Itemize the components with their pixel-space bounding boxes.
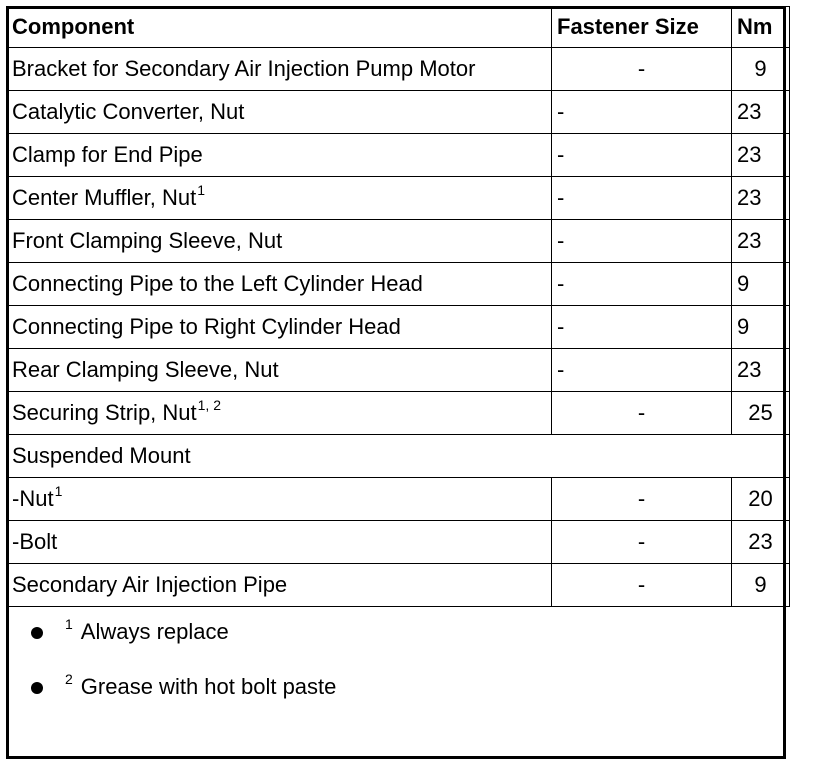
torque-nm-cell: 9 [732,564,790,607]
bullet-icon [31,682,43,694]
torque-nm-cell: 9 [732,306,790,349]
table-header-row [7,7,790,48]
table-row [7,48,790,91]
table-row [7,220,790,263]
footnote-item [9,607,786,662]
fastener-size-cell: - [552,306,732,349]
torque-nm-cell: 25 [732,392,790,435]
component-cell: -Bolt [7,521,552,564]
footnote-label: Grease with hot bolt paste [80,674,337,699]
torque-nm-cell: 23 [732,220,790,263]
fastener-size-cell: - [552,349,732,392]
footnotes [9,607,786,717]
component-cell: Connecting Pipe to Right Cylinder Head [7,306,552,349]
footnote-ref: 1, 2 [197,397,221,413]
component-cell: Clamp for End Pipe [7,134,552,177]
torque-nm-cell: 9 [732,48,790,91]
torque-nm-cell: 20 [732,478,790,521]
bullet-icon [31,627,43,639]
table-row [7,521,790,564]
footnote-text [64,671,337,700]
table-row [7,134,790,177]
component-cell [7,392,552,435]
header-component: Component [7,7,552,48]
fastener-size-cell: - [552,48,732,91]
table-row [7,478,790,521]
torque-nm-cell: 23 [732,134,790,177]
fastener-size-cell: - [552,177,732,220]
torque-nm-cell: 23 [732,91,790,134]
fastener-size-cell: - [552,263,732,306]
table-row [7,263,790,306]
table-row [7,564,790,607]
torque-nm-cell: 9 [732,263,790,306]
table-row [7,392,790,435]
footnote-item [9,662,786,717]
component-text: Center Muffler, Nut [12,185,197,210]
torque-nm-cell: 23 [732,177,790,220]
component-cell: Connecting Pipe to the Left Cylinder Head [7,263,552,306]
table-row [7,177,790,220]
table-row [7,435,790,478]
torque-spec-table [6,6,790,607]
component-cell: Catalytic Converter, Nut [7,91,552,134]
footnote-ref: 1 [197,182,206,198]
component-cell [7,177,552,220]
component-cell: Secondary Air Injection Pipe [7,564,552,607]
fastener-size-cell: - [552,134,732,177]
torque-nm-cell: 23 [732,349,790,392]
table-row [7,306,790,349]
section-heading-cell: Suspended Mount [7,435,790,478]
fastener-size-cell: - [552,91,732,134]
footnote-ref: 1 [54,483,63,499]
component-cell: Front Clamping Sleeve, Nut [7,220,552,263]
footnote-text [64,616,229,645]
fastener-size-cell: - [552,478,732,521]
component-cell: Rear Clamping Sleeve, Nut [7,349,552,392]
component-text: Securing Strip, Nut [12,400,197,425]
header-nm: Nm [732,7,790,48]
footnote-label: Always replace [80,619,229,644]
header-fastener-size: Fastener Size [552,7,732,48]
footnote-marker: 2 [65,671,73,687]
table-row [7,349,790,392]
fastener-size-cell: - [552,521,732,564]
torque-nm-cell: 23 [732,521,790,564]
component-text: -Nut [12,486,54,511]
footnote-marker: 1 [65,616,73,632]
table-row [7,91,790,134]
fastener-size-cell: - [552,220,732,263]
fastener-size-cell: - [552,392,732,435]
component-cell [7,478,552,521]
component-cell: Bracket for Secondary Air Injection Pump Motor [7,48,552,91]
fastener-size-cell: - [552,564,732,607]
